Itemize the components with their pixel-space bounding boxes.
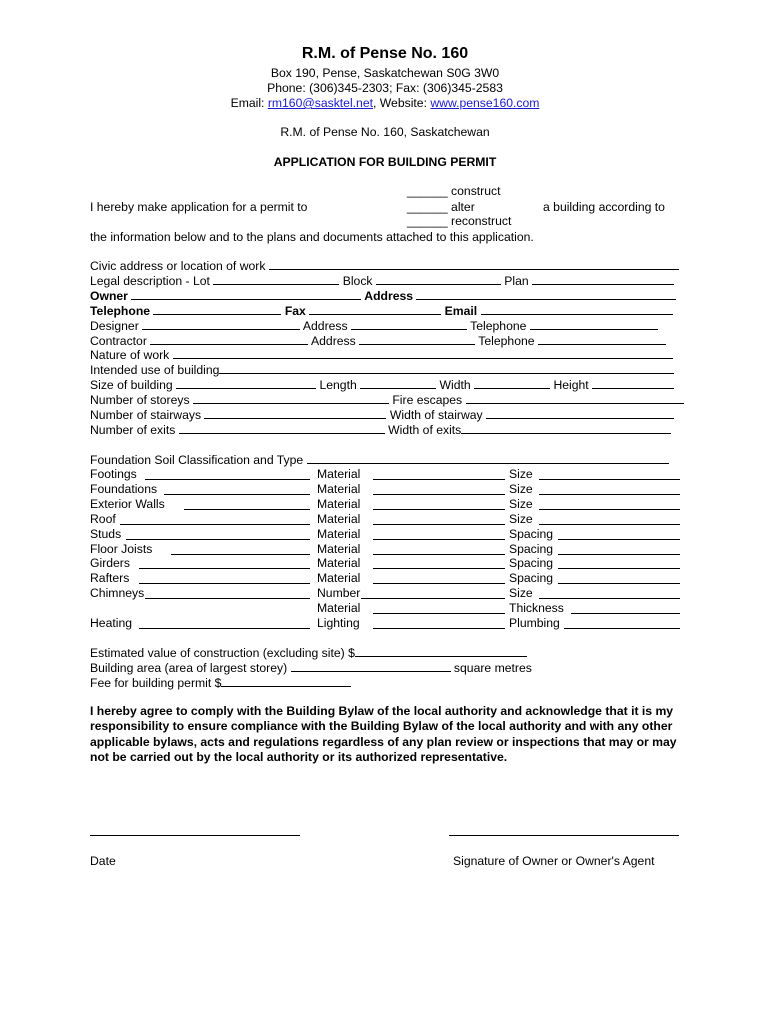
construction-right-label: Size (509, 511, 533, 526)
designer-label: Designer (90, 319, 139, 333)
construction-item-field[interactable] (120, 523, 310, 525)
size-label: Size of building (90, 378, 173, 392)
estimated-value-field[interactable] (355, 646, 527, 657)
email-label: Email: (230, 96, 268, 110)
height-label: Height (553, 378, 589, 392)
owner-contact-row (90, 304, 673, 318)
contractor-telephone-label: Telephone (478, 334, 535, 348)
construction-right-label: Spacing (509, 556, 554, 571)
construction-mid-label: Material (317, 496, 361, 511)
building-area-field[interactable] (291, 661, 451, 672)
construction-item-label: Footings (90, 467, 137, 481)
construction-item-label: Floor Joists (90, 541, 153, 556)
construction-mid-label: Material (317, 571, 361, 586)
lot-field[interactable] (213, 274, 339, 285)
plan-label: Plan (504, 274, 529, 288)
building-area-row (90, 661, 532, 675)
stairways-row (90, 408, 674, 422)
contractor-row (90, 334, 666, 348)
option-construct[interactable]: ______ construct (407, 184, 501, 198)
size-field[interactable] (176, 378, 316, 389)
contractor-address-field[interactable] (359, 334, 475, 345)
construction-mid-label: Material (317, 481, 361, 496)
contact-line (0, 96, 770, 110)
construction-right-label: Thickness (509, 601, 564, 616)
owner-row (90, 289, 676, 303)
exits-row (90, 423, 671, 437)
construction-right-label: Size (509, 481, 533, 496)
construction-item-label: Studs (90, 526, 122, 541)
foundation-soil-field[interactable] (307, 453, 669, 464)
fax-field[interactable] (309, 304, 441, 315)
construction-mid-field[interactable] (373, 567, 505, 569)
block-label: Block (342, 274, 373, 288)
intended-use-label: Intended use of building (90, 363, 220, 377)
organization-title: R.M. of Pense No. 160 (301, 45, 469, 62)
date-signature-line[interactable] (90, 834, 300, 836)
block-field[interactable] (376, 274, 501, 285)
owner-label: Owner (90, 289, 128, 303)
owner-telephone-field[interactable] (153, 304, 281, 315)
designer-telephone-field[interactable] (530, 319, 658, 330)
owner-address-label: Address (364, 289, 414, 303)
storeys-field[interactable] (193, 393, 389, 404)
construction-right-label: Spacing (509, 526, 554, 541)
stairways-field[interactable] (204, 408, 386, 419)
designer-address-label: Address (302, 319, 348, 333)
construction-right-field[interactable] (539, 523, 680, 525)
fire-escapes-field[interactable] (466, 393, 684, 404)
estimated-value-label: Estimated value of construction (excluding site) $ (90, 646, 355, 660)
phone-fax: Phone: (306)345-2303; Fax: (306)345-2583 (267, 81, 503, 95)
fire-escapes-label: Fire escapes (392, 393, 463, 407)
construction-right-label: Spacing (509, 541, 554, 556)
estimated-value-row (90, 646, 527, 660)
construction-mid-label: Material (317, 541, 361, 556)
website-link[interactable]: www.pense160.com (430, 96, 540, 110)
construction-right-field[interactable] (571, 612, 680, 614)
legal-lot-label: Legal description - Lot (90, 274, 210, 288)
option-reconstruct[interactable]: ______ reconstruct (407, 214, 512, 228)
construction-item-field[interactable] (171, 553, 310, 555)
foundation-soil-row (90, 453, 669, 467)
construction-mid-field[interactable] (373, 538, 505, 540)
contractor-label: Contractor (90, 334, 147, 348)
construction-mid-field[interactable] (361, 597, 505, 599)
intended-use-row (90, 363, 674, 377)
construction-right-label: Size (509, 467, 533, 481)
construction-item-field[interactable] (139, 627, 310, 629)
construction-right-label: Size (509, 496, 533, 511)
construction-mid-field[interactable] (373, 627, 505, 629)
form-title: APPLICATION FOR BUILDING PERMIT (273, 155, 497, 169)
construction-item-field[interactable] (126, 538, 310, 540)
exits-width-field[interactable] (461, 423, 671, 434)
designer-address-field[interactable] (351, 319, 467, 330)
declaration-paragraph: I hereby agree to comply with the Building Bylaw of the local authority and acknowledge that it is my responsibility to ensure compliance with the Building Bylaw of the local authority and with any other applicable bylaws, acts and regulations regardless of any plan review or inspections that may or may not be carried out by the local authority or its authorized representative. (90, 704, 677, 764)
owner-telephone-label: Telephone (90, 304, 151, 318)
plan-field[interactable] (532, 274, 674, 285)
civic-address-label: Civic address or location of work (90, 259, 266, 273)
construction-mid-label: Material (317, 601, 361, 616)
square-metres-label: square metres (453, 661, 532, 675)
construction-right-label: Size (509, 586, 533, 601)
construction-mid-label: Material (317, 467, 361, 481)
stairways-label: Number of stairways (90, 408, 202, 422)
owner-signature-label: Signature of Owner or Owner's Agent (453, 854, 655, 868)
email-link[interactable]: rm160@sasktel.net (267, 96, 373, 110)
construction-item-label: Heating (90, 616, 133, 630)
option-alter[interactable]: ______ alter (407, 200, 475, 214)
construction-mid-label: Material (317, 511, 361, 526)
construction-mid-label: Lighting (317, 616, 360, 630)
construction-mid-label: Material (317, 556, 361, 571)
fax-label: Fax (284, 304, 306, 318)
owner-address-field[interactable] (416, 289, 676, 300)
fee-row (90, 676, 351, 690)
legal-description-row (90, 274, 674, 288)
construction-mid-field[interactable] (373, 523, 505, 525)
intended-use-field[interactable] (219, 363, 674, 374)
nature-of-work-label: Nature of work (90, 348, 170, 362)
construction-mid-field[interactable] (373, 508, 505, 510)
construction-right-field[interactable] (558, 553, 680, 555)
construction-right-label: Spacing (509, 571, 554, 586)
designer-telephone-label: Telephone (470, 319, 527, 333)
construction-mid-label: Material (317, 526, 361, 541)
construction-item-label: Chimneys (90, 586, 145, 601)
construction-right-field[interactable] (558, 538, 680, 540)
construction-mid-field[interactable] (373, 612, 505, 614)
nature-of-work-row (90, 348, 673, 362)
exits-width-label: Width of exits (388, 423, 462, 437)
construction-right-field[interactable] (558, 582, 680, 584)
construction-right-field[interactable] (539, 597, 680, 599)
fee-field[interactable] (221, 676, 351, 687)
construction-item-label: Girders (90, 556, 130, 571)
stairway-width-label: Width of stairway (389, 408, 483, 422)
fee-label: Fee for building permit $ (90, 676, 222, 690)
construction-right-field[interactable] (539, 493, 680, 495)
construction-mid-field[interactable] (373, 582, 505, 584)
construction-item-field[interactable] (139, 567, 310, 569)
website-label: , Website: (373, 96, 431, 110)
exits-label: Number of exits (90, 423, 176, 437)
construction-item-label: Roof (90, 511, 116, 526)
length-label: Length (319, 378, 357, 392)
email-field-label: Email (444, 304, 478, 318)
construction-mid-field[interactable] (373, 493, 505, 495)
construction-right-field[interactable] (564, 627, 680, 629)
construction-right-field[interactable] (558, 567, 680, 569)
construction-mid-label: Number (317, 586, 361, 601)
storeys-label: Number of storeys (90, 393, 190, 407)
storeys-row (90, 393, 684, 407)
nature-of-work-field[interactable] (173, 348, 673, 359)
building-according-text: a building according to (543, 200, 665, 214)
owner-field[interactable] (131, 289, 361, 300)
construction-item-field[interactable] (164, 493, 310, 495)
exits-field[interactable] (179, 423, 385, 434)
construction-item-label: Rafters (90, 571, 130, 586)
civic-address-field[interactable] (269, 259, 679, 270)
construction-item-label: Foundations (90, 481, 158, 496)
construction-right-field[interactable] (539, 508, 680, 510)
mailing-address: Box 190, Pense, Saskatchewan S0G 3W0 (270, 66, 500, 80)
civic-address-row (90, 259, 679, 273)
building-area-label: Building area (area of largest storey) (90, 661, 288, 675)
owner-signature-line[interactable] (449, 834, 679, 836)
email-field[interactable] (481, 304, 673, 315)
construction-item-field[interactable] (145, 597, 310, 599)
contractor-telephone-field[interactable] (538, 334, 666, 345)
construction-right-field[interactable] (539, 478, 680, 480)
contractor-field[interactable] (150, 334, 308, 345)
designer-row (90, 319, 658, 333)
construction-item-field[interactable] (139, 582, 310, 584)
height-field[interactable] (592, 378, 674, 389)
construction-item-field[interactable] (145, 478, 310, 480)
make-application-text: I hereby make application for a permit to (90, 200, 308, 214)
size-row (90, 378, 674, 392)
construction-mid-field[interactable] (373, 478, 505, 480)
date-label: Date (90, 854, 116, 868)
width-field[interactable] (474, 378, 550, 389)
length-field[interactable] (360, 378, 436, 389)
stairway-width-field[interactable] (486, 408, 674, 419)
construction-item-label: Exterior Walls (90, 496, 165, 511)
jurisdiction: R.M. of Pense No. 160, Saskatchewan (280, 125, 490, 139)
designer-field[interactable] (142, 319, 300, 330)
construction-mid-field[interactable] (373, 553, 505, 555)
foundation-soil-label: Foundation Soil Classification and Type (90, 453, 304, 467)
contractor-address-label: Address (311, 334, 356, 348)
construction-item-field[interactable] (184, 508, 310, 510)
construction-right-label: Plumbing (509, 616, 560, 630)
intro-continuation: the information below and to the plans and documents attached to this application. (90, 230, 534, 244)
width-label: Width (439, 378, 471, 392)
